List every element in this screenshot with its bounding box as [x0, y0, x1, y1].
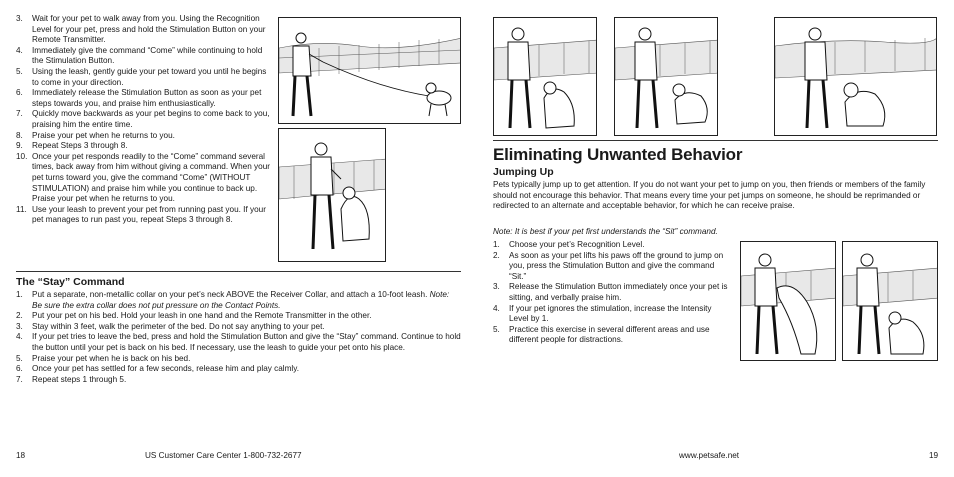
stay-steps-list	[16, 290, 461, 385]
website-text: www.petsafe.net	[679, 451, 740, 460]
step-text	[32, 46, 274, 67]
step-number: 3.	[493, 282, 500, 292]
step-number: 9.	[16, 141, 23, 151]
step-text	[32, 375, 461, 386]
step-number: 6.	[16, 88, 23, 98]
illustration-jump-up	[740, 241, 836, 361]
step-number: 3.	[16, 321, 23, 331]
step-text	[32, 322, 461, 333]
step-text-body: Use your leash to prevent your pet from running past you. If your pet manages to run past you, repeat Steps 3 through 8.	[32, 204, 266, 225]
step-text	[509, 251, 733, 283]
step-number: 3.	[16, 14, 23, 23]
step-text	[32, 88, 274, 109]
step-text	[32, 152, 274, 205]
list-item	[16, 46, 274, 67]
come-steps-list	[16, 14, 274, 226]
list-item	[16, 332, 461, 353]
step-number: 5.	[16, 66, 23, 76]
right-page	[477, 0, 954, 477]
list-item	[16, 311, 461, 322]
list-item	[16, 67, 274, 88]
step-text	[32, 141, 274, 152]
list-item	[16, 364, 461, 375]
list-item	[16, 205, 274, 226]
step-text-body: Quickly move backwards as your pet begins to come back to you, praising him the entire time.	[32, 109, 270, 129]
step-text	[32, 332, 461, 353]
page-number-right: 19	[929, 451, 939, 460]
step-text	[32, 290, 461, 311]
list-item	[493, 240, 733, 251]
list-item	[16, 290, 461, 311]
illustration-jump-2	[614, 17, 718, 136]
step-text-body: Using the leash, gently guide your pet toward you until he begins to come in your direction.	[32, 66, 267, 87]
step-number: 1.	[16, 290, 23, 299]
list-item	[493, 282, 733, 303]
step-number: 10.	[16, 151, 28, 161]
list-item	[16, 109, 274, 130]
step-text-body: As soon as your pet lifts his paws off the ground to jump on you, press the Stimulation Button and give the command “Sit.”	[509, 250, 724, 281]
sit-note: Note: It is best if your pet first understands the “Sit” command.	[493, 227, 718, 236]
illustration-come-leash	[278, 17, 461, 124]
step-number: 8.	[16, 130, 23, 140]
section-title: Eliminating Unwanted Behavior	[493, 145, 743, 164]
step-text	[32, 354, 461, 365]
step-text	[32, 131, 274, 142]
step-text	[32, 205, 274, 226]
step-text-body: Release the Stimulation Button immediately once your pet is sitting, and verbally praise him.	[509, 282, 728, 302]
step-text-body: Once your pet responds readily to the “Come” command several times, back away from him without giving a command. When your pet turns toward you, give the command “Come” (WITHOUT STIMULATION) and praise him while you continue to back up. Praise your pet when he returns to you.	[32, 151, 270, 204]
step-text-body: Wait for your pet to walk away from you. Using the Recognition Level for your pet, press and hold the Stimulation Button on your Remote Transmitter.	[32, 14, 266, 45]
step-number: 2.	[493, 250, 500, 260]
step-text	[32, 364, 461, 375]
list-item	[493, 304, 733, 325]
list-item	[16, 375, 461, 386]
illustration-sit	[842, 241, 938, 361]
stay-heading: The “Stay” Command	[16, 276, 125, 288]
step-number: 6.	[16, 364, 23, 374]
illustration-come-sit	[278, 128, 386, 262]
step-text-body: Praise your pet when he is back on his bed.	[32, 353, 191, 363]
list-item	[493, 325, 733, 346]
step-text	[32, 311, 461, 322]
intro-paragraph: Pets typically jump up to get attention. If you do not want your pet to jump on you, then friends or members of the family should not encourage this behavior. That means every time your pet jumps on someone, he should be reprimanded or redirected to an alternate and acceptable behavior, for which he can receive praise.	[493, 180, 926, 211]
step-text	[509, 325, 733, 346]
step-number: 4.	[493, 303, 500, 313]
list-item	[16, 141, 274, 152]
list-item	[16, 14, 274, 46]
step-text	[509, 304, 733, 325]
section-divider	[16, 271, 461, 272]
step-text-body: Immediately release the Stimulation Button as soon as your pet steps towards you, and praise him enthusiastically.	[32, 88, 262, 108]
step-text-body: Choose your pet’s Recognition Level.	[509, 240, 645, 249]
list-item	[16, 88, 274, 109]
step-text-body: Practice this exercise in several different areas and use different people for distractions.	[509, 324, 710, 345]
illustration-jump-3	[774, 17, 937, 136]
step-note: Note: Be sure the extra collar does not put pressure on the Contact Points.	[32, 290, 450, 310]
illustration-jump-1	[493, 17, 597, 136]
step-text-body: Praise your pet when he returns to you.	[32, 130, 175, 140]
step-text-body: If your pet tries to leave the bed, press and hold the Stimulation Button and give the “Stay” command. Continue to hold the button until your pet is back on his bed. If necessary, use the leash to guide your pet onto his place.	[32, 332, 461, 352]
step-text-body: Once your pet has settled for a few seconds, release him and play calmly.	[32, 364, 299, 374]
step-text	[509, 282, 733, 303]
step-number: 1.	[493, 240, 500, 249]
list-item	[16, 354, 461, 365]
list-item	[16, 322, 461, 333]
step-number: 7.	[16, 374, 23, 384]
section-divider-right	[493, 140, 938, 141]
step-text-body: Repeat steps 1 through 5.	[32, 374, 127, 384]
subheading-jumping-up: Jumping Up	[493, 166, 554, 178]
step-text-body: Put a separate, non-metallic collar on your pet’s neck ABOVE the Receiver Collar, and attach a 10-foot leash.	[32, 290, 430, 299]
jumping-steps-list	[493, 240, 733, 346]
step-number: 4.	[16, 45, 23, 55]
step-text	[32, 14, 274, 46]
step-number: 7.	[16, 109, 23, 119]
step-text	[509, 240, 733, 251]
list-item	[16, 131, 274, 142]
step-number: 5.	[16, 353, 23, 363]
step-number: 5.	[493, 324, 500, 334]
step-text	[32, 67, 274, 88]
customer-care-text: US Customer Care Center 1-800-732-2677	[145, 451, 302, 460]
step-text-body: Stay within 3 feet, walk the perimeter of the bed. Do not say anything to your pet.	[32, 321, 325, 331]
list-item	[16, 152, 274, 205]
step-text	[32, 109, 274, 130]
step-text-body: Put your pet on his bed. Hold your leash in one hand and the Remote Transmitter in the other.	[32, 311, 372, 321]
step-number: 4.	[16, 332, 23, 342]
step-text-body: Immediately give the command “Come” while continuing to hold the Stimulation Button.	[32, 45, 263, 66]
step-text-body: If your pet ignores the stimulation, increase the Intensity Level by 1.	[509, 303, 712, 324]
step-number: 2.	[16, 311, 23, 321]
step-text-body: Repeat Steps 3 through 8.	[32, 141, 128, 151]
list-item	[493, 251, 733, 283]
page-number-left: 18	[16, 451, 26, 460]
step-number: 11.	[16, 204, 27, 214]
